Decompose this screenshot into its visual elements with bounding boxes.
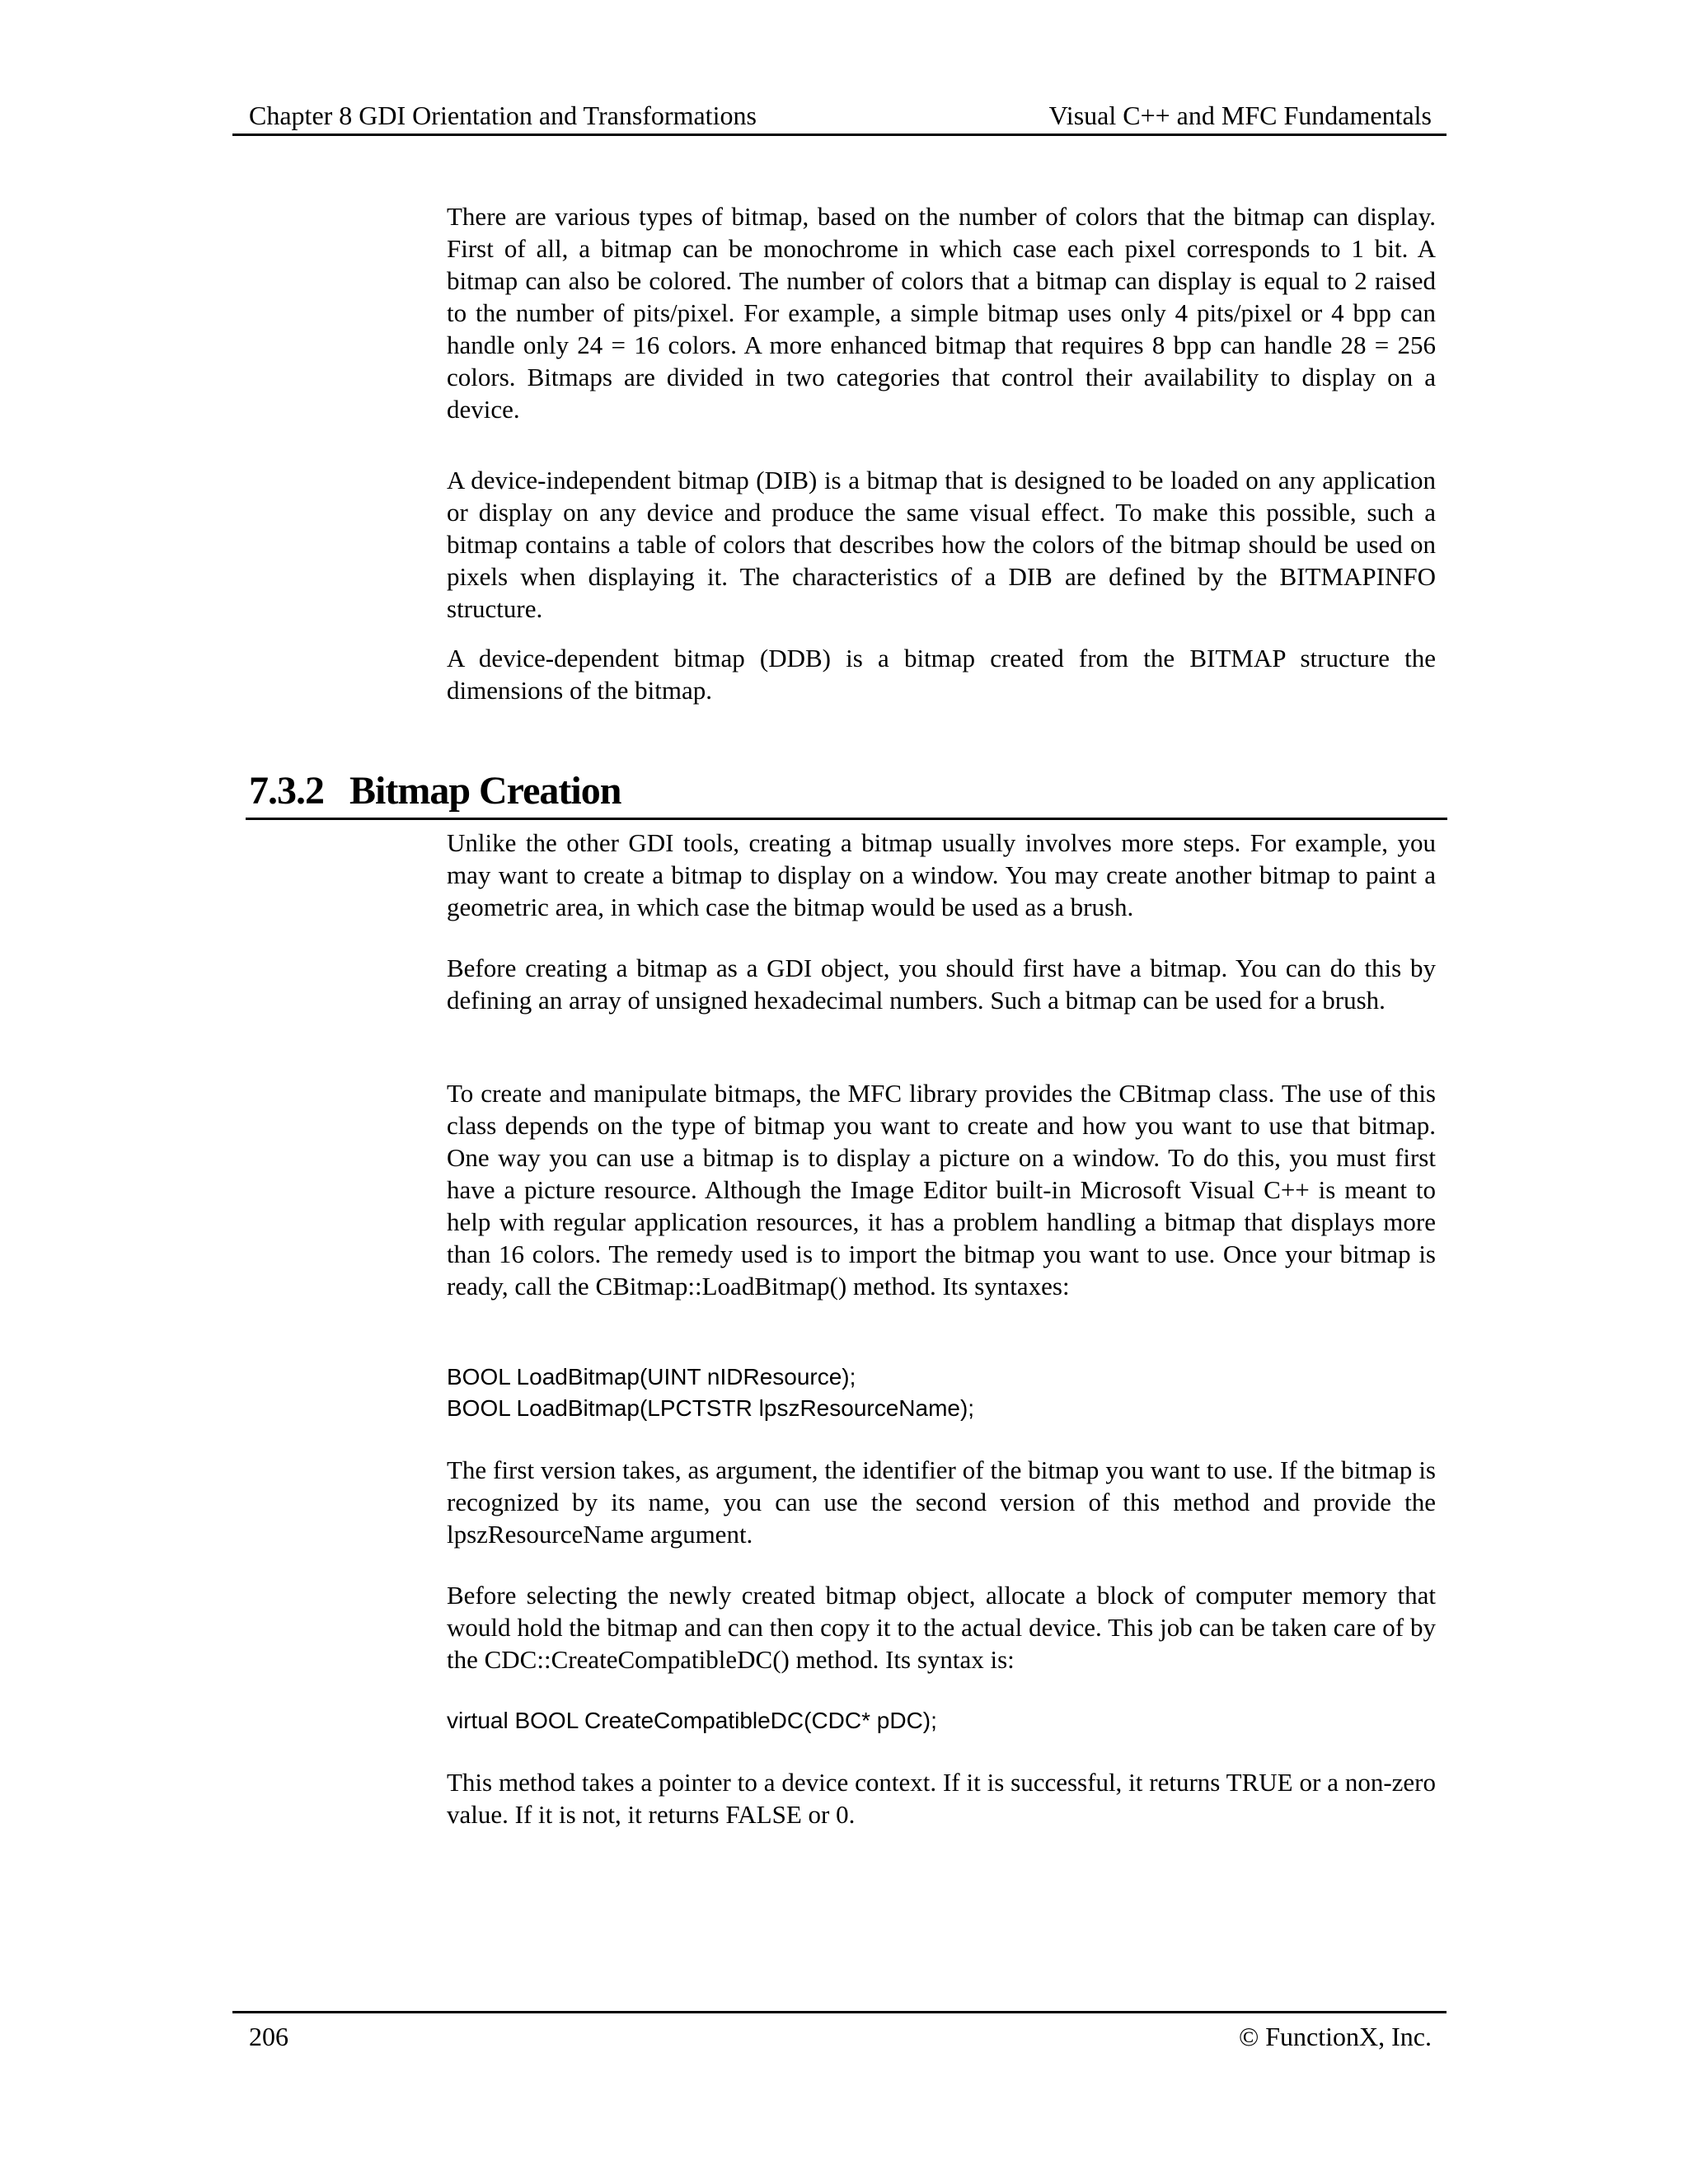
final-paragraph: [447, 1766, 1436, 1830]
after-code-paragraph-2: [447, 1579, 1436, 1675]
paragraph: To create and manipulate bitmaps, the MFC library provides the CBitmap class. The use of this class depends on the type of bitmap you want to create and how you want to use that bitmap. One way you can use a bitmap is to display a picture on a window. To do this, you must first have a picture resource. Although the Image Editor built-in Microsoft Visual C++ is meant to help with regular application resources, it has a problem handling a bitmap that displays more than 16 colors. The remedy used is to import the bitmap you want to use. Once your bitmap is ready, call the CBitmap::LoadBitmap() method. Its syntaxes:: [447, 1079, 1436, 1301]
paragraph: Before creating a bitmap as a GDI object, you should first have a bitmap. You can do this by defining an array of unsigned hexadecimal numbers. Such a bitmap can be used for a brush.: [447, 954, 1436, 1015]
book-title: Visual C++ and MFC Fundamentals: [1048, 101, 1432, 130]
chapter-title: Chapter 8 GDI Orientation and Transformations: [249, 101, 757, 130]
section-paragraph-1: [447, 827, 1436, 923]
paragraph: A device-dependent bitmap (DDB) is a bitmap created from the BITMAP structure the dimensions of the bitmap.: [447, 644, 1436, 705]
after-code-paragraph-1: [447, 1454, 1436, 1550]
paragraph: This method takes a pointer to a device context. If it is successful, it returns TRUE or a non-zero value. If it is not, it returns FALSE or 0.: [447, 1768, 1436, 1829]
section-paragraph-2: [447, 952, 1436, 1016]
section-number: 7.3.2: [249, 769, 324, 813]
page-number: 206: [249, 2022, 288, 2051]
paragraph: Unlike the other GDI tools, creating a bitmap usually involves more steps. For example, you may want to create a bitmap to display on a window. You may create another bitmap to paint a geometric area, in which case the bitmap would be used as a brush.: [447, 828, 1436, 921]
section-paragraph-3: [447, 1077, 1436, 1302]
section-heading: [246, 766, 1447, 820]
intro-paragraph-2: [447, 464, 1436, 625]
code-load-bitmap-1: BOOL LoadBitmap(UINT nIDResource);: [447, 1364, 856, 1390]
paragraph: A device-independent bitmap (DIB) is a bitmap that is designed to be loaded on any application or display on any device and produce the same visual effect. To make this possible, such a bitmap contains a table of colors that describes how the colors of the bitmap should be used on pixels when displaying it. The characteristics of a DIB are defined by the BITMAPINFO structure.: [447, 466, 1436, 623]
code-create-compatible-dc: virtual BOOL CreateCompatibleDC(CDC* pDC);: [447, 1708, 937, 1733]
paragraph: The first version takes, as argument, the identifier of the bitmap you want to use. If the bitmap is recognized by its name, you can use the second version of this method and provide the lpszResourceName argument.: [447, 1455, 1436, 1549]
section-title: Bitmap Creation: [349, 769, 621, 813]
copyright: © FunctionX, Inc.: [1238, 2022, 1432, 2051]
page-footer: [232, 2011, 1447, 2051]
paragraph: There are various types of bitmap, based on the number of colors that the bitmap can display. First of all, a bitmap can be monochrome in which case each pixel corresponds to 1 bit. A bitmap can also be colored. The number of colors that a bitmap can display is equal to 2 raised to the number of pits/pixel. For example, a simple bitmap uses only 4 pits/pixel or 4 bpp can handle only 24 = 16 colors. A more enhanced bitmap that requires 8 bpp can handle 28 = 256 colors. Bitmaps are divided in two categories that control their availability to display on a device.: [447, 202, 1436, 424]
intro-paragraph-1: [447, 200, 1436, 425]
running-header: [232, 97, 1447, 136]
paragraph: Before selecting the newly created bitmap object, allocate a block of computer memory that would hold the bitmap and can then copy it to the actual device. This job can be taken care of by the CDC::CreateCompatibleDC() method. Its syntax is:: [447, 1581, 1436, 1674]
intro-paragraph-3: [447, 642, 1436, 706]
code-load-bitmap-2: BOOL LoadBitmap(LPCTSTR lpszResourceName);: [447, 1395, 975, 1421]
